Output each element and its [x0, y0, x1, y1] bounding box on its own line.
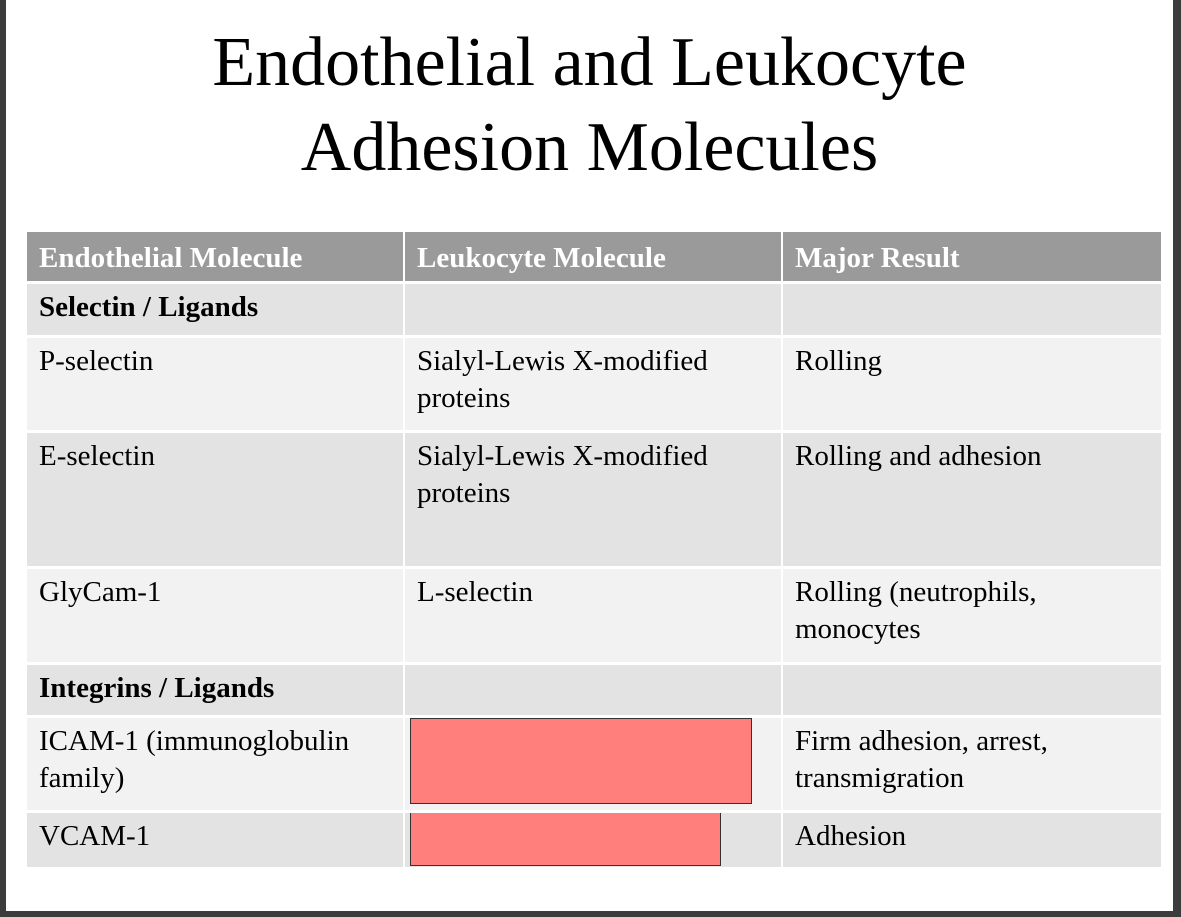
table-row: [26, 337, 1162, 432]
section-label-selectin: Selectin / Ligands: [26, 283, 404, 337]
table-header-row: [26, 231, 1162, 283]
header-leukocyte-molecule: Leukocyte Molecule: [404, 231, 782, 283]
table-cell: [404, 717, 782, 812]
title-line-1: Endothelial and Leukocyte: [212, 24, 967, 101]
redaction-box: [410, 812, 721, 867]
slide: [6, 0, 1173, 911]
header-endothelial-molecule: Endothelial Molecule: [26, 231, 404, 283]
table-cell: Firm adhesion, arrest, transmigration: [782, 717, 1162, 812]
section-label-integrins: Integrins / Ligands: [26, 664, 404, 717]
table-row: [26, 664, 1162, 717]
table-row: [26, 283, 1162, 337]
table-cell: E-selectin: [26, 432, 404, 568]
table-cell: ICAM-1 (immunoglobulin family): [26, 717, 404, 812]
header-major-result: Major Result: [782, 231, 1162, 283]
table-cell: [404, 812, 782, 869]
slide-title: [6, 20, 1173, 190]
table-row: [26, 717, 1162, 812]
table-cell: [782, 664, 1162, 717]
table-row: [26, 568, 1162, 664]
table-row: [26, 812, 1162, 869]
table-cell: [404, 664, 782, 717]
table-row: [26, 432, 1162, 568]
title-line-2: Adhesion Molecules: [300, 109, 879, 186]
table-cell: Sialyl-Lewis X-modified proteins: [404, 432, 782, 568]
redaction-box: [410, 718, 752, 804]
table-cell: Rolling (neutrophils, monocytes: [782, 568, 1162, 664]
table-cell: Adhesion: [782, 812, 1162, 869]
adhesion-molecules-table: [25, 229, 1163, 870]
table-cell: GlyCam-1: [26, 568, 404, 664]
table-cell: [404, 283, 782, 337]
table-cell: [782, 283, 1162, 337]
table-cell: P-selectin: [26, 337, 404, 432]
table-cell: Sialyl-Lewis X-modified proteins: [404, 337, 782, 432]
table-cell: VCAM-1: [26, 812, 404, 869]
table-cell: Rolling: [782, 337, 1162, 432]
table-cell: Rolling and adhesion: [782, 432, 1162, 568]
table-cell: L-selectin: [404, 568, 782, 664]
